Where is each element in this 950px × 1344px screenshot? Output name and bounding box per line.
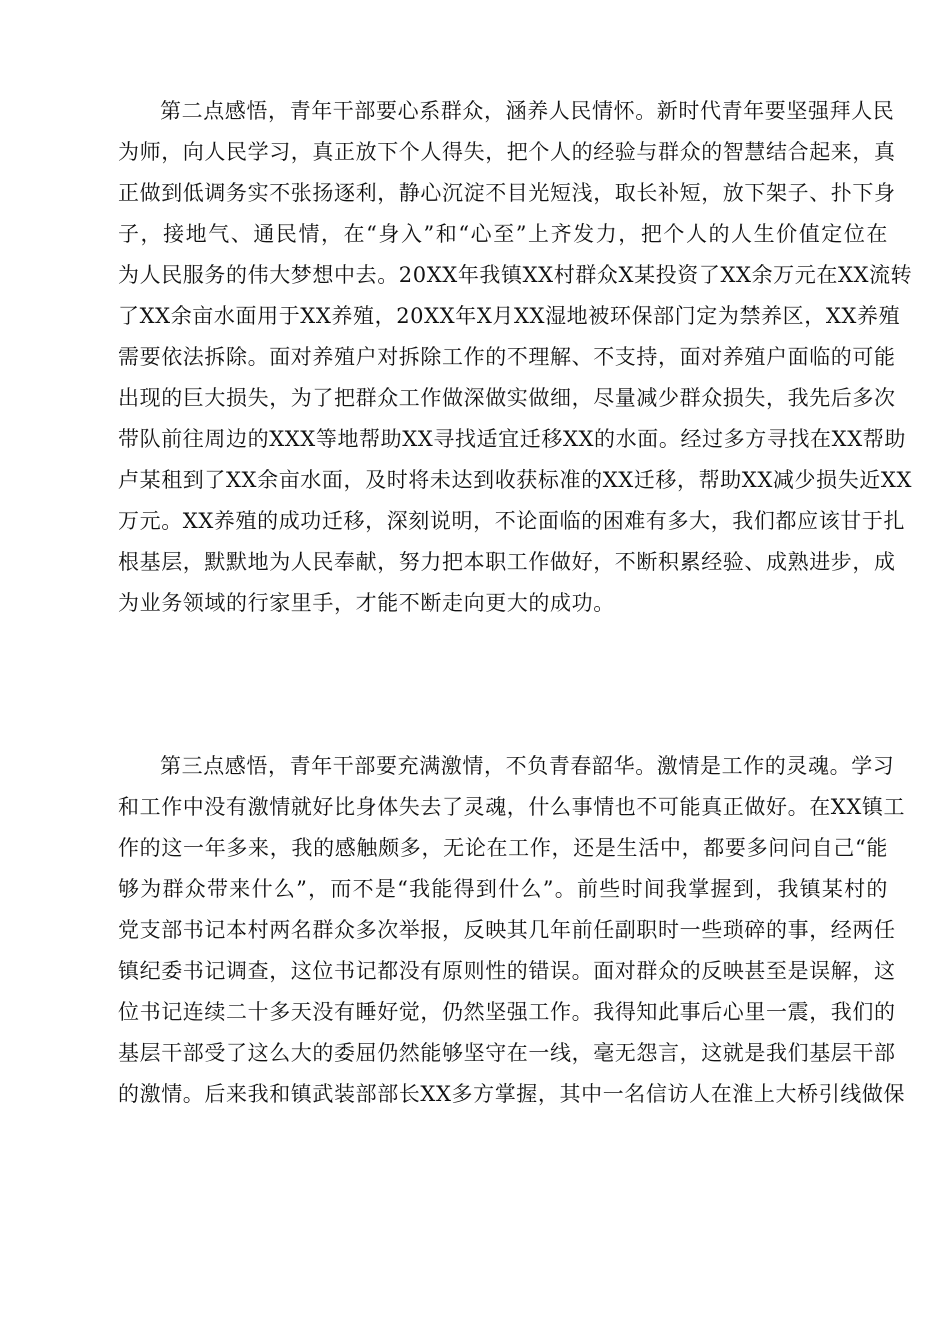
text-line: 位书记连续二十多天没有睡好觉，仍然坚强工作。我得知此事后心里一震，我们的 bbox=[118, 1000, 896, 1024]
paragraph-second-insight bbox=[118, 91, 913, 624]
text-line: 作的这一年多来，我的感触颇多，无论在工作，还是生活中，都要多问问自己“能 bbox=[118, 836, 888, 860]
text-line: 为业务领域的行家里手，才能不断走向更大的成功。 bbox=[118, 591, 615, 615]
text-line: 镇纪委书记调查，这位书记都没有原则性的错误。面对群众的反映甚至是误解，这 bbox=[118, 959, 896, 983]
text-line: 够为群众带来什么”，而不是“我能得到什么”。前些时间我掌握到，我镇某村的 bbox=[118, 877, 888, 901]
text-line: 子，接地气、通民情，在“身入”和“心至”上齐发力，把个人的人生价值定位在 bbox=[118, 222, 888, 246]
text-line: 卢某租到了XX余亩水面，及时将未达到收获标准的XX迁移，帮助XX减少损失近XX bbox=[118, 468, 912, 492]
text-line: 出现的巨大损失，为了把群众工作做深做实做细，尽量减少群众损失，我先后多次 bbox=[118, 386, 896, 410]
text-line: 需要依法拆除。面对养殖户对拆除工作的不理解、不支持，面对养殖户面临的可能 bbox=[118, 345, 896, 369]
text-line: 第三点感悟，青年干部要充满激情，不负青春韶华。激情是工作的灵魂。学习 bbox=[160, 754, 895, 778]
text-line: 为师，向人民学习，真正放下个人得失，把个人的经验与群众的智慧结合起来，真 bbox=[118, 140, 896, 164]
text-line: 根基层，默默地为人民奉献，努力把本职工作做好，不断积累经验、成熟进步，成 bbox=[118, 550, 896, 574]
text-line: 基层干部受了这么大的委屈仍然能够坚守在一线，毫无怨言，这就是我们基层干部 bbox=[118, 1041, 896, 1065]
text-line: 带队前往周边的XXX等地帮助XX寻找适宜迁移XX的水面。经过多方寻找在XX帮助 bbox=[118, 427, 906, 451]
text-line: 正做到低调务实不张扬逐利，静心沉淀不目光短浅，取长补短，放下架子、扑下身 bbox=[118, 181, 896, 205]
text-line: 第二点感悟，青年干部要心系群众，涵养人民情怀。新时代青年要坚强拜人民 bbox=[160, 99, 895, 123]
text-line: 和工作中没有激情就好比身体失去了灵魂，什么事情也不可能真正做好。在XX镇工 bbox=[118, 795, 906, 819]
text-line: 党支部书记本村两名群众多次举报，反映其几年前任副职时一些琐碎的事，经两任 bbox=[118, 918, 896, 942]
text-line: 为人民服务的伟大梦想中去。20XX年我镇XX村群众X某投资了XX余万元在XX流转 bbox=[118, 263, 913, 287]
text-line: 万元。XX养殖的成功迁移，深刻说明，不论面临的困难有多大，我们都应该甘于扎 bbox=[118, 509, 906, 533]
text-line: 了XX余亩水面用于XX养殖，20XX年X月XX湿地被环保部门定为禁养区，XX养殖 bbox=[118, 304, 901, 328]
paragraph-third-insight bbox=[118, 746, 906, 1115]
text-line: 的激情。后来我和镇武装部部长XX多方掌握，其中一名信访人在淮上大桥引线做保 bbox=[118, 1082, 906, 1106]
